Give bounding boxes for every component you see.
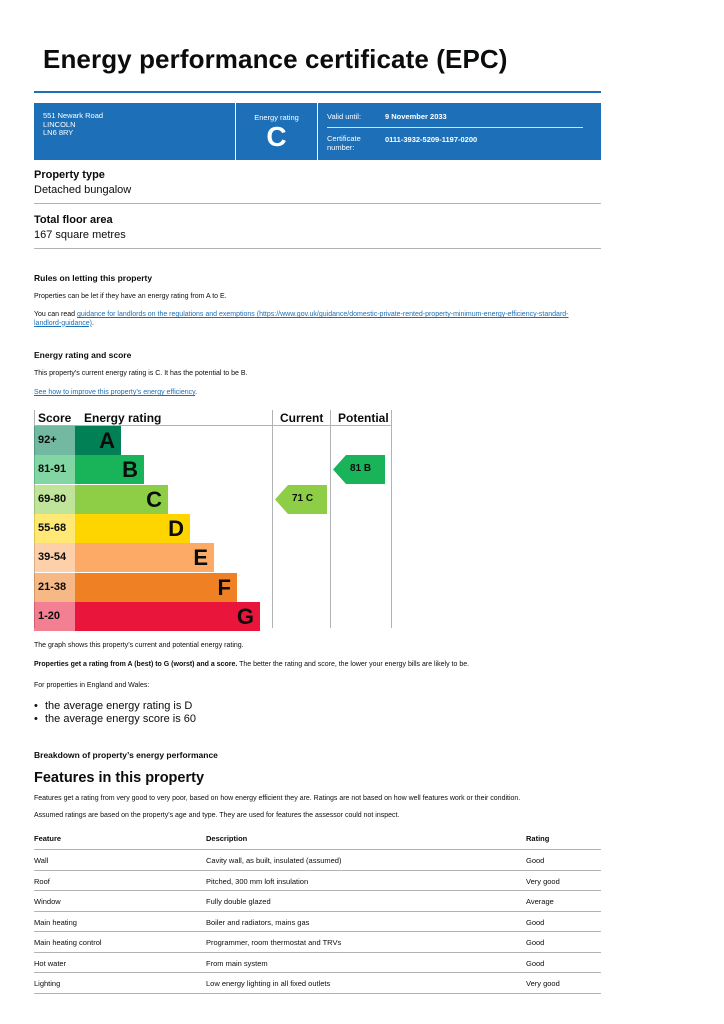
rating-heading: Energy rating and score — [34, 350, 132, 360]
current-rating-arrow-label: 71 C — [292, 492, 314, 504]
table-row — [34, 891, 601, 912]
improve-link-line — [34, 389, 594, 398]
energy-rating-label: Energy rating — [254, 113, 299, 122]
guidance-suffix: . — [91, 319, 94, 327]
band-bar — [75, 455, 144, 484]
column-header: Rating — [526, 834, 550, 843]
feature-cell: Wall — [34, 856, 49, 865]
rating-cell: Average — [526, 897, 554, 906]
floor-area-section — [34, 214, 601, 249]
energy-rating-block — [236, 103, 318, 160]
certificate-number-value: 0111-3932-5209-1197-0200 — [385, 135, 478, 144]
grid-line — [272, 410, 273, 628]
certificate-number-label — [327, 135, 385, 152]
average-list — [45, 700, 196, 726]
improve-efficiency-link[interactable]: See how to improve this property’s energy efficiency — [34, 389, 196, 396]
property-type-section — [34, 169, 601, 204]
table-row — [34, 912, 601, 933]
certificate-label-line: number: — [327, 142, 355, 152]
table-row — [34, 850, 601, 871]
rating-band-c — [34, 485, 168, 514]
assumed-ratings-paragraph: Assumed ratings are based on the property's age and type. They are used for features the assessor could not inspect. — [34, 812, 400, 819]
england-wales-intro: For properties in England and Wales: — [34, 682, 150, 689]
breakdown-heading: Breakdown of property’s energy performance — [34, 750, 218, 760]
rating-band-b — [34, 455, 144, 484]
potential-header: Potential — [338, 411, 389, 425]
rating-cell: Very good — [526, 876, 560, 886]
feature-cell: Main heating — [34, 917, 77, 927]
address-line: 551 Newark Road — [43, 111, 104, 120]
rating-band-f — [34, 573, 237, 602]
band-score-label: 1-20 — [38, 609, 61, 622]
band-letter: G — [236, 603, 254, 629]
features-table — [34, 828, 601, 994]
rating-cell: Good — [526, 917, 545, 927]
description-cell: Pitched, 300 mm loft insulation — [206, 876, 309, 886]
band-bar — [75, 485, 168, 514]
potential-rating-arrow-label: 81 B — [350, 463, 372, 475]
band-letter: D — [168, 515, 184, 541]
table-row — [34, 953, 601, 974]
band-bar — [75, 426, 121, 455]
band-letter: F — [217, 574, 231, 600]
band-score-label: 21-38 — [38, 580, 67, 593]
table-row — [34, 871, 601, 892]
divider — [34, 203, 601, 204]
certificate-label-line: Certificate — [327, 134, 361, 143]
band-score-label: 55-68 — [38, 521, 67, 534]
potential-rating-arrow — [333, 455, 385, 484]
features-heading: Features in this property — [34, 770, 205, 786]
table-row — [34, 932, 601, 953]
column-header: Description — [206, 834, 248, 843]
letting-guidance-paragraph — [34, 311, 594, 328]
feature-cell: Lighting — [34, 979, 61, 988]
table-row — [34, 973, 601, 994]
letting-paragraph: Properties can be let if they have an energy rating from A to E. — [34, 293, 227, 300]
floor-area-label: Total floor area — [34, 214, 113, 226]
feature-cell: Hot water — [34, 958, 67, 968]
band-letter: A — [99, 428, 115, 453]
grid-line — [391, 410, 392, 628]
rating-explanation-bold: Properties get a rating from A (best) to G (worst) and a score. — [34, 661, 238, 668]
description-cell: Boiler and radiators, mains gas — [206, 917, 310, 927]
band-letter: B — [122, 457, 138, 483]
band-bar — [75, 602, 260, 631]
address-line: LN6 8RY — [43, 128, 74, 137]
info-divider — [327, 127, 583, 128]
features-paragraph: Features get a rating from very good to very poor, based on how energy efficient they are. Ratings are not based on how well features work or their condition. — [34, 795, 521, 802]
graph-explanation: The graph shows this property’s current and potential energy rating. — [34, 642, 244, 649]
energy-rating-header: Energy rating — [84, 411, 162, 425]
feature-cell: Roof — [34, 876, 50, 886]
energy-rating-chart — [34, 410, 392, 628]
rating-cell: Good — [526, 958, 545, 968]
rating-explanation-rest: The better the rating and score, the lower your energy bills are likely to be. — [237, 661, 470, 668]
description-cell: Cavity wall, as built, insulated (assumed) — [206, 856, 342, 865]
rating-band-g — [34, 602, 260, 631]
rating-band-a — [34, 426, 121, 455]
rating-cell: Good — [526, 856, 545, 865]
divider — [34, 248, 601, 249]
address-line: LINCOLN — [43, 119, 76, 129]
list-item: • the average energy score is 60 — [45, 713, 196, 726]
rating-cell: Very good — [526, 979, 560, 988]
column-header: Feature — [34, 834, 62, 843]
address-block — [34, 103, 236, 160]
guidance-prefix: You can read — [34, 311, 77, 318]
rating-paragraph: This property’s current energy rating is C. It has the potential to be B. — [34, 370, 248, 377]
rating-band-e — [34, 543, 214, 572]
certificate-info-block — [318, 103, 601, 160]
floor-area-value: 167 square metres — [34, 229, 126, 241]
feature-cell: Main heating control — [34, 938, 102, 947]
description-cell: Fully double glazed — [206, 897, 271, 906]
rating-explanation — [34, 661, 594, 670]
list-item: • the average energy rating is D — [45, 700, 196, 713]
title-divider — [34, 91, 601, 93]
property-type-value: Detached bungalow — [34, 184, 132, 196]
band-letter: E — [193, 545, 208, 571]
band-bar — [75, 514, 190, 543]
guidance-link[interactable]: guidance for landlords on the regulations and exemptions — [76, 311, 255, 318]
letting-heading: Rules on letting this property — [34, 273, 153, 283]
feature-cell: Window — [34, 897, 61, 906]
current-rating-arrow — [275, 485, 327, 514]
guidance-url-cont[interactable]: landlord-guidance) — [34, 319, 92, 327]
band-score-label: 92+ — [38, 434, 57, 446]
description-cell: Low energy lighting in all fixed outlets — [206, 979, 331, 988]
link-suffix: . — [195, 389, 198, 396]
grid-line — [330, 410, 331, 628]
score-header: Score — [38, 411, 72, 425]
band-bar — [75, 543, 214, 572]
description-cell: Programmer, room thermostat and TRVs — [206, 938, 342, 947]
rating-band-d — [34, 514, 190, 543]
band-letter: C — [146, 486, 162, 512]
valid-until-label: Valid until: — [327, 112, 362, 121]
table-header-row — [34, 828, 601, 850]
band-score-label: 39-54 — [38, 551, 67, 564]
band-score-label: 81-91 — [38, 463, 67, 476]
description-cell: From main system — [206, 958, 268, 968]
guidance-url[interactable]: (https://www.gov.uk/guidance/domestic-private-rented-property-minimum-energy-efficiency-standard- — [254, 311, 569, 318]
band-bar — [75, 573, 237, 602]
property-type-label: Property type — [34, 169, 105, 181]
current-header: Current — [280, 411, 324, 425]
band-score-label: 69-80 — [38, 492, 67, 505]
page-title: Energy performance certificate (EPC) — [43, 44, 508, 74]
energy-rating-value: C — [266, 121, 287, 152]
epc-summary-banner — [34, 103, 601, 160]
rating-cell: Good — [526, 938, 545, 947]
valid-until-value: 9 November 2033 — [385, 112, 447, 121]
